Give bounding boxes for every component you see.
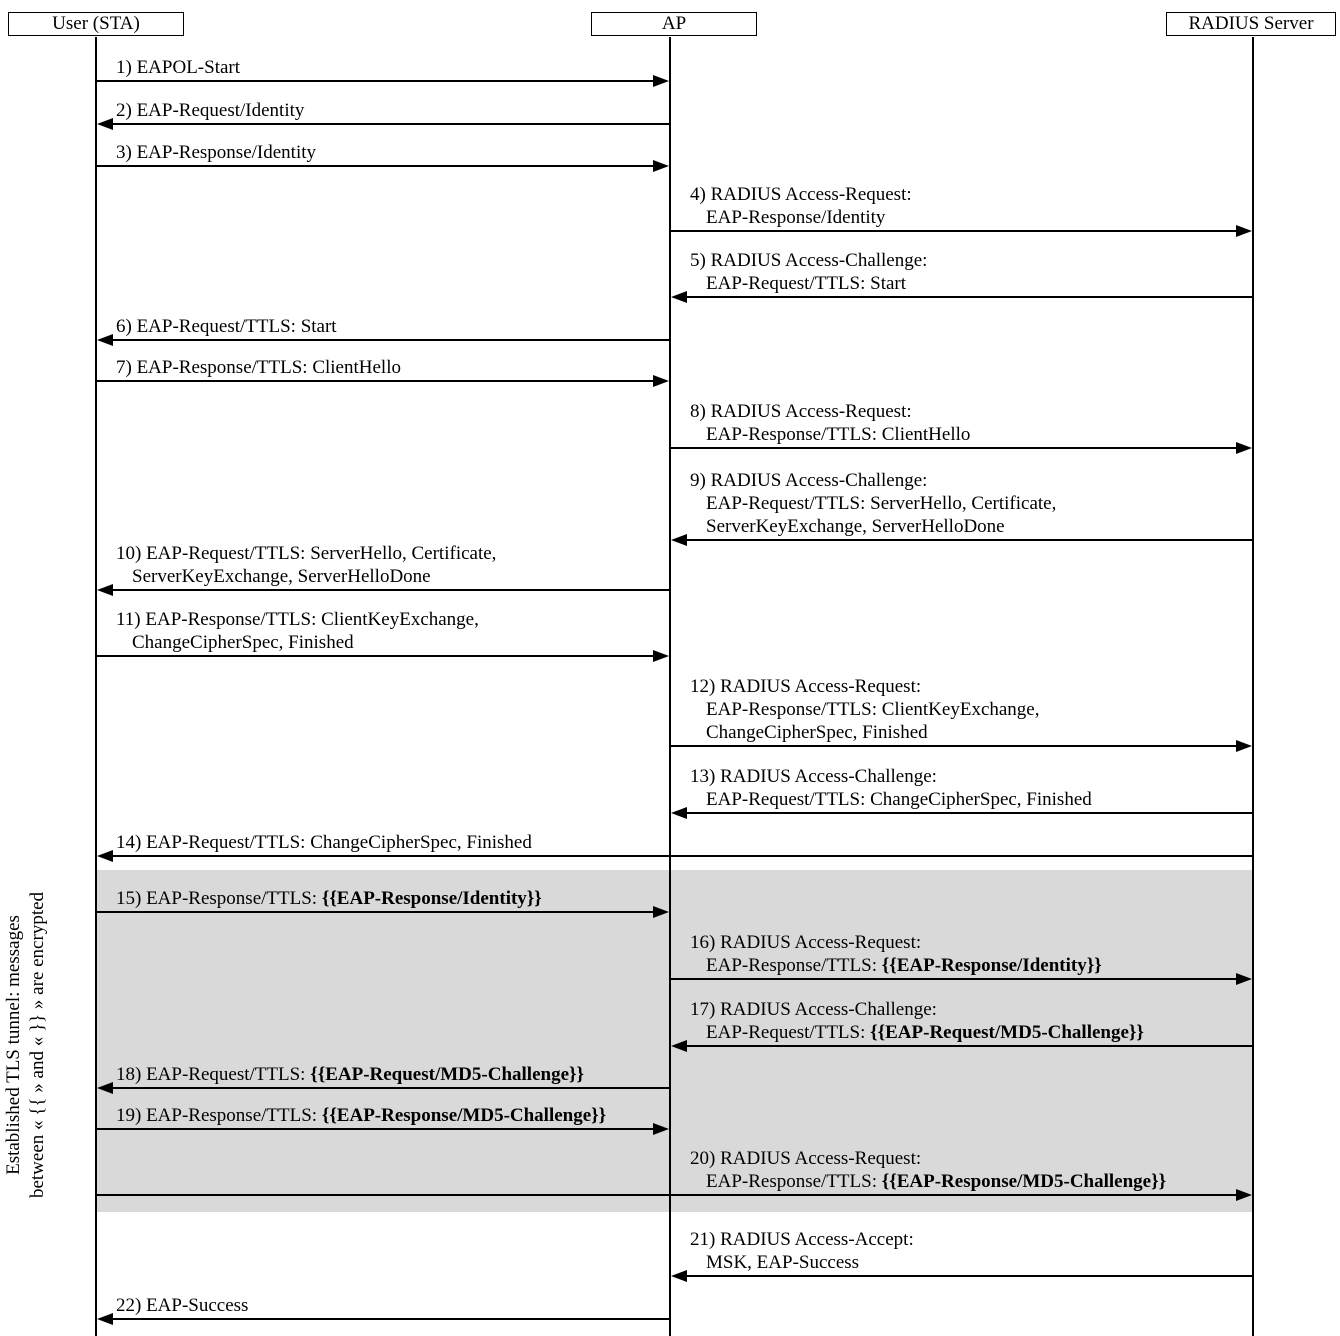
message-label-14 — [116, 831, 532, 854]
encrypted-payload: {{EAP-Request/MD5-Challenge}} — [870, 1022, 1144, 1043]
message-label-21 — [690, 1228, 914, 1274]
message-label-17 — [690, 998, 1144, 1044]
message-text: EAP-Request/Identity — [136, 100, 305, 121]
message-label-16 — [690, 931, 1102, 977]
message-label-3 — [116, 141, 316, 164]
message-text: EAP-Response/TTLS: ClientKeyExchange, — [145, 609, 479, 630]
message-label-line — [690, 423, 970, 446]
message-label-line — [690, 206, 912, 229]
message-label-12 — [690, 675, 1040, 744]
message-text: ServerKeyExchange, ServerHelloDone — [706, 516, 1005, 537]
message-text: RADIUS Access-Challenge: — [710, 250, 928, 271]
message-text: MSK, EAP-Success — [706, 1252, 860, 1273]
arrow-head — [653, 160, 669, 172]
message-label-line — [690, 698, 1040, 721]
message-label-line — [690, 931, 1102, 954]
message-label-line — [690, 515, 1056, 538]
arrow-head — [653, 906, 669, 918]
message-label-11 — [116, 608, 479, 654]
message-number: 16) — [690, 932, 721, 953]
encrypted-payload: {{EAP-Response/MD5-Challenge}} — [321, 1105, 607, 1126]
arrow-head — [671, 291, 687, 303]
message-number: 6) — [116, 316, 137, 337]
message-number: 21) — [690, 1229, 721, 1250]
arrow-head — [671, 534, 687, 546]
message-text: RADIUS Access-Accept: — [720, 1229, 914, 1250]
message-text: RADIUS Access-Challenge: — [720, 766, 937, 787]
message-label-4 — [690, 183, 912, 229]
message-number: 13) — [690, 766, 721, 787]
message-text: RADIUS Access-Request: — [720, 1148, 922, 1169]
message-text: ChangeCipherSpec, Finished — [706, 722, 928, 743]
message-text: EAP-Request/TTLS: — [706, 1022, 871, 1043]
message-number: 2) — [116, 100, 137, 121]
message-label-line — [116, 1063, 584, 1086]
message-label-line — [690, 954, 1102, 977]
encrypted-payload: {{EAP-Response/MD5-Challenge}} — [881, 1171, 1167, 1192]
message-label-line — [690, 1228, 914, 1251]
message-text: EAP-Response/TTLS: ClientHello — [706, 424, 971, 445]
message-label-line — [116, 56, 240, 79]
message-number: 22) — [116, 1295, 147, 1316]
message-label-line — [690, 249, 927, 272]
message-label-line — [116, 99, 304, 122]
message-text: EAP-Request/TTLS: ServerHello, Certificate, — [706, 493, 1057, 514]
arrow-head — [653, 375, 669, 387]
message-text: EAP-Request/TTLS: ChangeCipherSpec, Finished — [706, 789, 1092, 810]
message-label-line — [690, 1021, 1144, 1044]
message-label-1 — [116, 56, 240, 79]
message-number: 12) — [690, 676, 721, 697]
message-label-line — [690, 788, 1092, 811]
message-label-line — [116, 1294, 248, 1317]
message-number: 18) — [116, 1064, 147, 1085]
message-label-line — [116, 141, 316, 164]
arrow-head — [671, 1040, 687, 1052]
message-text: EAP-Response/TTLS: — [706, 1171, 882, 1192]
message-label-20 — [690, 1147, 1166, 1193]
message-text: EAP-Response/Identity — [136, 142, 317, 163]
message-label-line — [116, 831, 532, 854]
message-label-9 — [690, 469, 1056, 538]
message-text: EAP-Success — [146, 1295, 249, 1316]
message-text: RADIUS Access-Request: — [720, 932, 922, 953]
message-number: 19) — [116, 1105, 147, 1126]
message-label-5 — [690, 249, 927, 295]
message-text: EAP-Request/TTLS: Start — [136, 316, 337, 337]
message-number: 8) — [690, 401, 711, 422]
message-label-line — [690, 1147, 1166, 1170]
message-label-line — [116, 315, 337, 338]
message-label-19 — [116, 1104, 606, 1127]
message-number: 4) — [690, 184, 711, 205]
arrow-head — [97, 584, 113, 596]
encrypted-payload: {{EAP-Response/Identity}} — [881, 955, 1102, 976]
message-label-line — [116, 608, 479, 631]
arrow-head — [1236, 973, 1252, 985]
message-number: 3) — [116, 142, 137, 163]
arrow-head — [97, 1313, 113, 1325]
message-label-13 — [690, 765, 1092, 811]
message-text: ChangeCipherSpec, Finished — [132, 632, 354, 653]
message-text: RADIUS Access-Request: — [720, 676, 922, 697]
message-number: 9) — [690, 470, 711, 491]
message-label-line — [116, 1104, 606, 1127]
message-number: 7) — [116, 357, 137, 378]
actor-ap: AP — [591, 12, 757, 36]
arrow-head — [671, 807, 687, 819]
message-label-line — [690, 400, 970, 423]
arrow-head — [1236, 442, 1252, 454]
message-text: EAP-Request/TTLS: Start — [706, 273, 907, 294]
actor-sta: User (STA) — [8, 12, 184, 36]
message-label-line — [690, 469, 1056, 492]
arrow-head — [1236, 740, 1252, 752]
message-label-line — [690, 492, 1056, 515]
message-label-line — [690, 721, 1040, 744]
message-label-line — [690, 1170, 1166, 1193]
message-text: EAP-Request/TTLS: ServerHello, Certificate, — [146, 543, 497, 564]
message-number: 1) — [116, 57, 137, 78]
message-number: 15) — [116, 888, 147, 909]
message-label-22 — [116, 1294, 248, 1317]
message-number: 20) — [690, 1148, 721, 1169]
arrow-head — [97, 334, 113, 346]
message-number: 5) — [690, 250, 711, 271]
message-text: RADIUS Access-Challenge: — [720, 999, 937, 1020]
message-text: EAP-Request/TTLS: — [146, 1064, 311, 1085]
message-label-8 — [690, 400, 970, 446]
message-text: EAP-Response/Identity — [706, 207, 886, 228]
arrow-head — [653, 1123, 669, 1135]
message-label-line — [690, 183, 912, 206]
message-label-line — [116, 887, 542, 910]
message-text: EAP-Response/TTLS: ClientHello — [136, 357, 401, 378]
arrow-head — [97, 1082, 113, 1094]
encrypted-payload: {{EAP-Request/MD5-Challenge}} — [310, 1064, 584, 1085]
actor-radius: RADIUS Server — [1166, 12, 1336, 36]
arrow-head — [653, 650, 669, 662]
message-label-line — [690, 675, 1040, 698]
tls-tunnel-label-line1: Established TLS tunnel: messages — [3, 915, 24, 1175]
message-text: EAPOL-Start — [136, 57, 241, 78]
arrow-head — [1236, 1189, 1252, 1201]
message-text: ServerKeyExchange, ServerHelloDone — [132, 566, 431, 587]
message-text: RADIUS Access-Challenge: — [710, 470, 928, 491]
arrow-head — [97, 850, 113, 862]
message-number: 10) — [116, 543, 147, 564]
message-label-2 — [116, 99, 304, 122]
message-label-line — [116, 356, 401, 379]
message-text: EAP-Response/TTLS: ClientKeyExchange, — [706, 699, 1040, 720]
message-number: 11) — [116, 609, 146, 630]
message-label-line — [116, 565, 496, 588]
encrypted-payload: {{EAP-Response/Identity}} — [321, 888, 542, 909]
message-text: EAP-Response/TTLS: — [146, 1105, 322, 1126]
message-label-10 — [116, 542, 496, 588]
message-text: RADIUS Access-Request: — [710, 184, 912, 205]
message-label-line — [690, 1251, 914, 1274]
message-label-line — [690, 998, 1144, 1021]
message-label-line — [690, 272, 927, 295]
message-text: EAP-Response/TTLS: — [146, 888, 322, 909]
message-number: 14) — [116, 832, 147, 853]
message-label-7 — [116, 356, 401, 379]
arrow-head — [1236, 225, 1252, 237]
arrow-head — [97, 118, 113, 130]
message-label-line — [690, 765, 1092, 788]
message-text: EAP-Request/TTLS: ChangeCipherSpec, Finished — [146, 832, 532, 853]
message-label-6 — [116, 315, 337, 338]
message-label-18 — [116, 1063, 584, 1086]
message-number: 17) — [690, 999, 721, 1020]
message-label-line — [116, 542, 496, 565]
message-label-15 — [116, 887, 542, 910]
message-label-line — [116, 631, 479, 654]
arrow-head — [653, 75, 669, 87]
message-text: RADIUS Access-Request: — [710, 401, 912, 422]
arrow-head — [671, 1270, 687, 1282]
tls-tunnel-label-line2: between « {{ » and « }} » are encrypted — [27, 891, 48, 1199]
message-text: EAP-Response/TTLS: — [706, 955, 882, 976]
